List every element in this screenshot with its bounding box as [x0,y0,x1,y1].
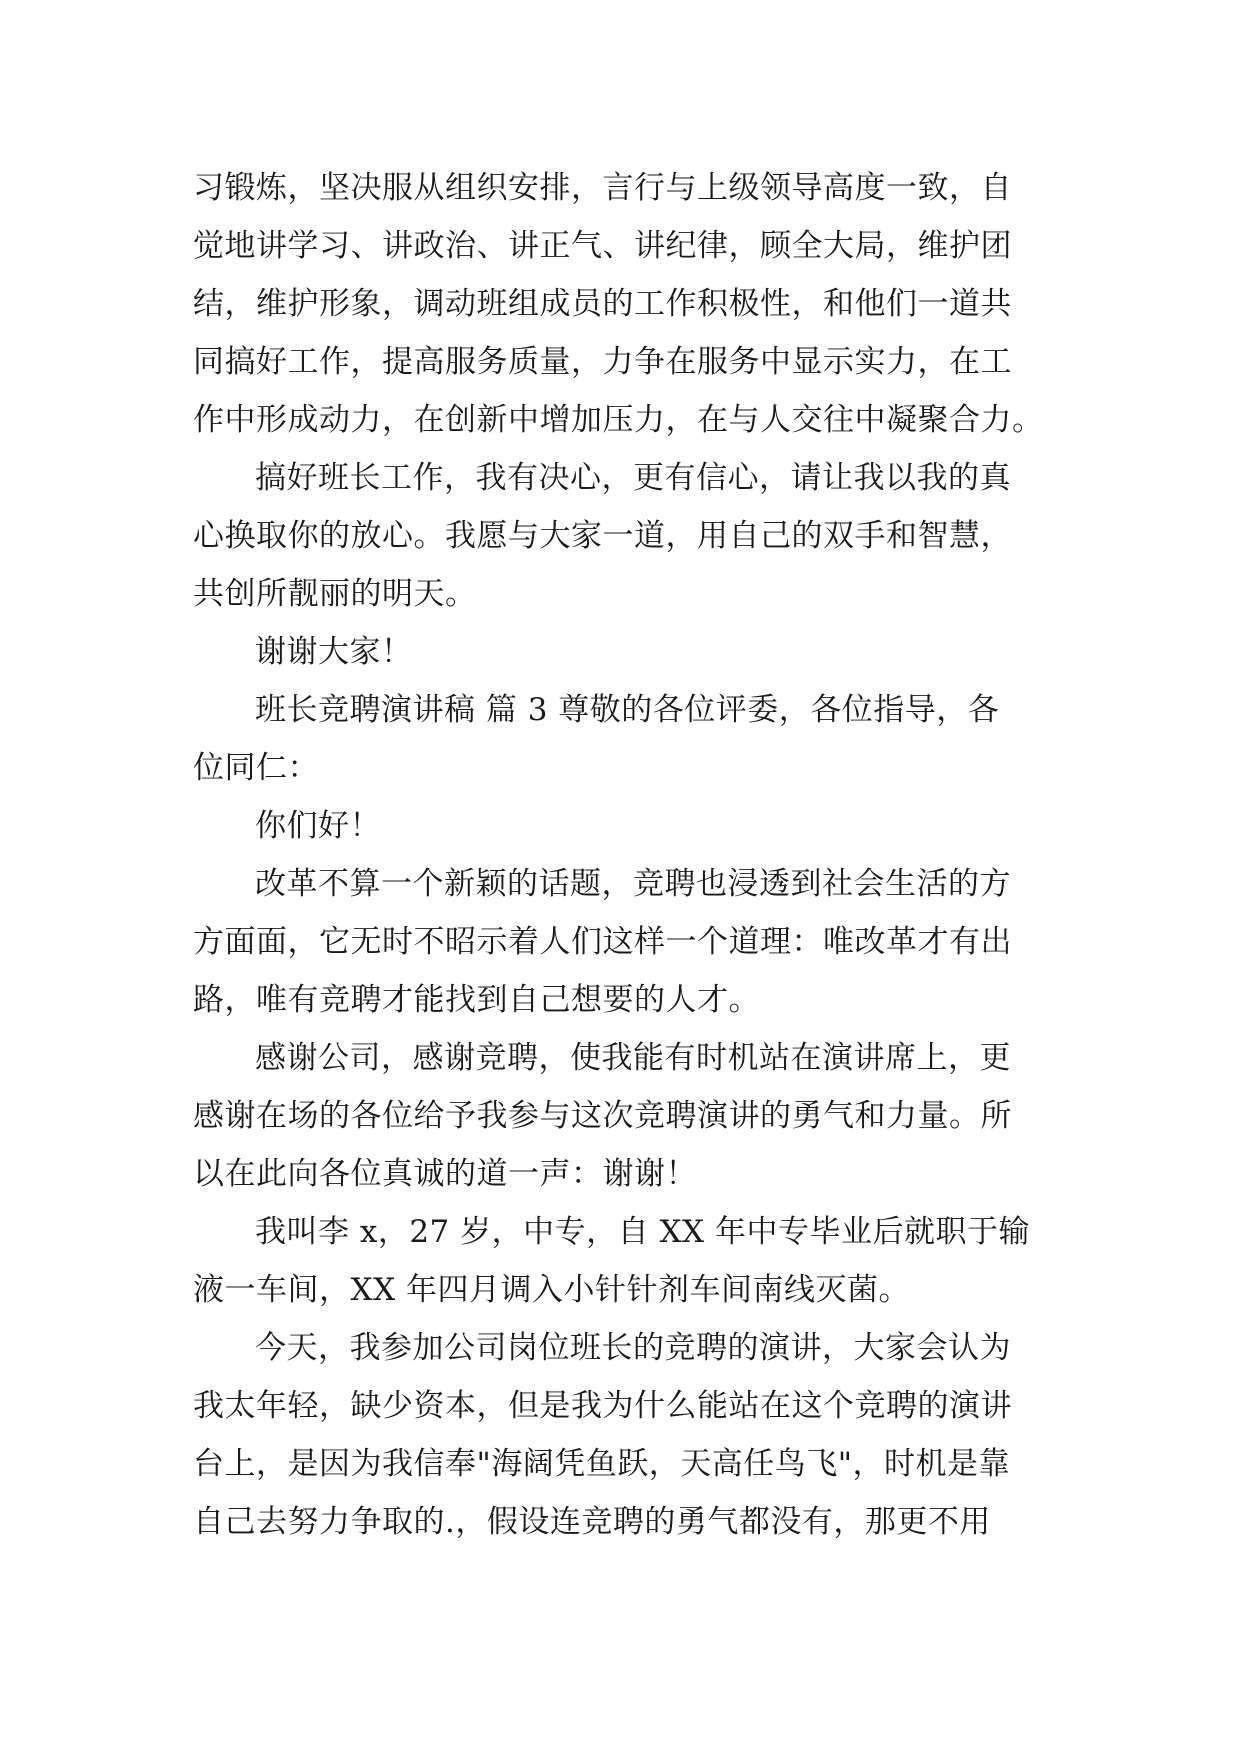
text-line: 我叫李 x，27 岁，中专，自 XX 年中专毕业后就职于输 [255,1214,1030,1250]
text-line: 班长竞聘演讲稿 篇 3 尊敬的各位评委，各位指导，各 [255,692,1000,728]
text-line: 今天，我参加公司岗位班长的竞聘的演讲，大家会认为 [255,1330,1011,1366]
text-line: 谢谢大家！ [255,634,413,670]
text-line: 同搞好工作，提高服务质量，力争在服务中显示实力，在工 [193,344,1012,380]
text-line: 自己去努力争取的.，假设连竞聘的勇气都没有，那更不用 [193,1504,991,1540]
text-line: 习锻炼，坚决服从组织安排，言行与上级领导高度一致，自 [193,170,1012,206]
text-line: 改革不算一个新颖的话题，竞聘也浸透到社会生活的方 [255,866,1011,902]
text-line: 位同仁： [193,750,319,786]
text-line: 液一车间，XX 年四月调入小针针剂车间南线灭菌。 [193,1272,910,1308]
text-line: 感谢在场的各位给予我参与这次竞聘演讲的勇气和力量。所 [193,1098,1012,1134]
text-line: 感谢公司，感谢竞聘，使我能有时机站在演讲席上，更 [255,1040,1011,1076]
text-line: 共创所靓丽的明天。 [193,576,477,612]
text-line: 觉地讲学习、讲政治、讲正气、讲纪律，顾全大局，维护团 [193,228,1012,264]
text-line: 心换取你的放心。我愿与大家一道，用自己的双手和智慧， [193,518,1012,554]
text-line: 搞好班长工作，我有决心，更有信心，请让我以我的真 [255,460,1011,496]
text-line: 你们好！ [255,808,381,844]
text-line: 路，唯有竞聘才能找到自己想要的人才。 [193,982,760,1018]
text-line: 方面面，它无时不昭示着人们这样一个道理：唯改革才有出 [193,924,1012,960]
text-line: 结，维护形象，调动班组成员的工作积极性，和他们一道共 [193,286,1012,322]
document-body [193,159,1053,1551]
text-line: 台上，是因为我信奉"海阔凭鱼跃，天高任鸟飞"，时机是靠 [193,1446,1011,1482]
text-line: 以在此向各位真诚的道一声：谢谢！ [193,1156,697,1192]
text-line: 作中形成动力，在创新中增加压力，在与人交往中凝聚合力。 [193,402,1044,438]
text-line: 我太年轻，缺少资本，但是我为什么能站在这个竞聘的演讲 [193,1388,1012,1424]
